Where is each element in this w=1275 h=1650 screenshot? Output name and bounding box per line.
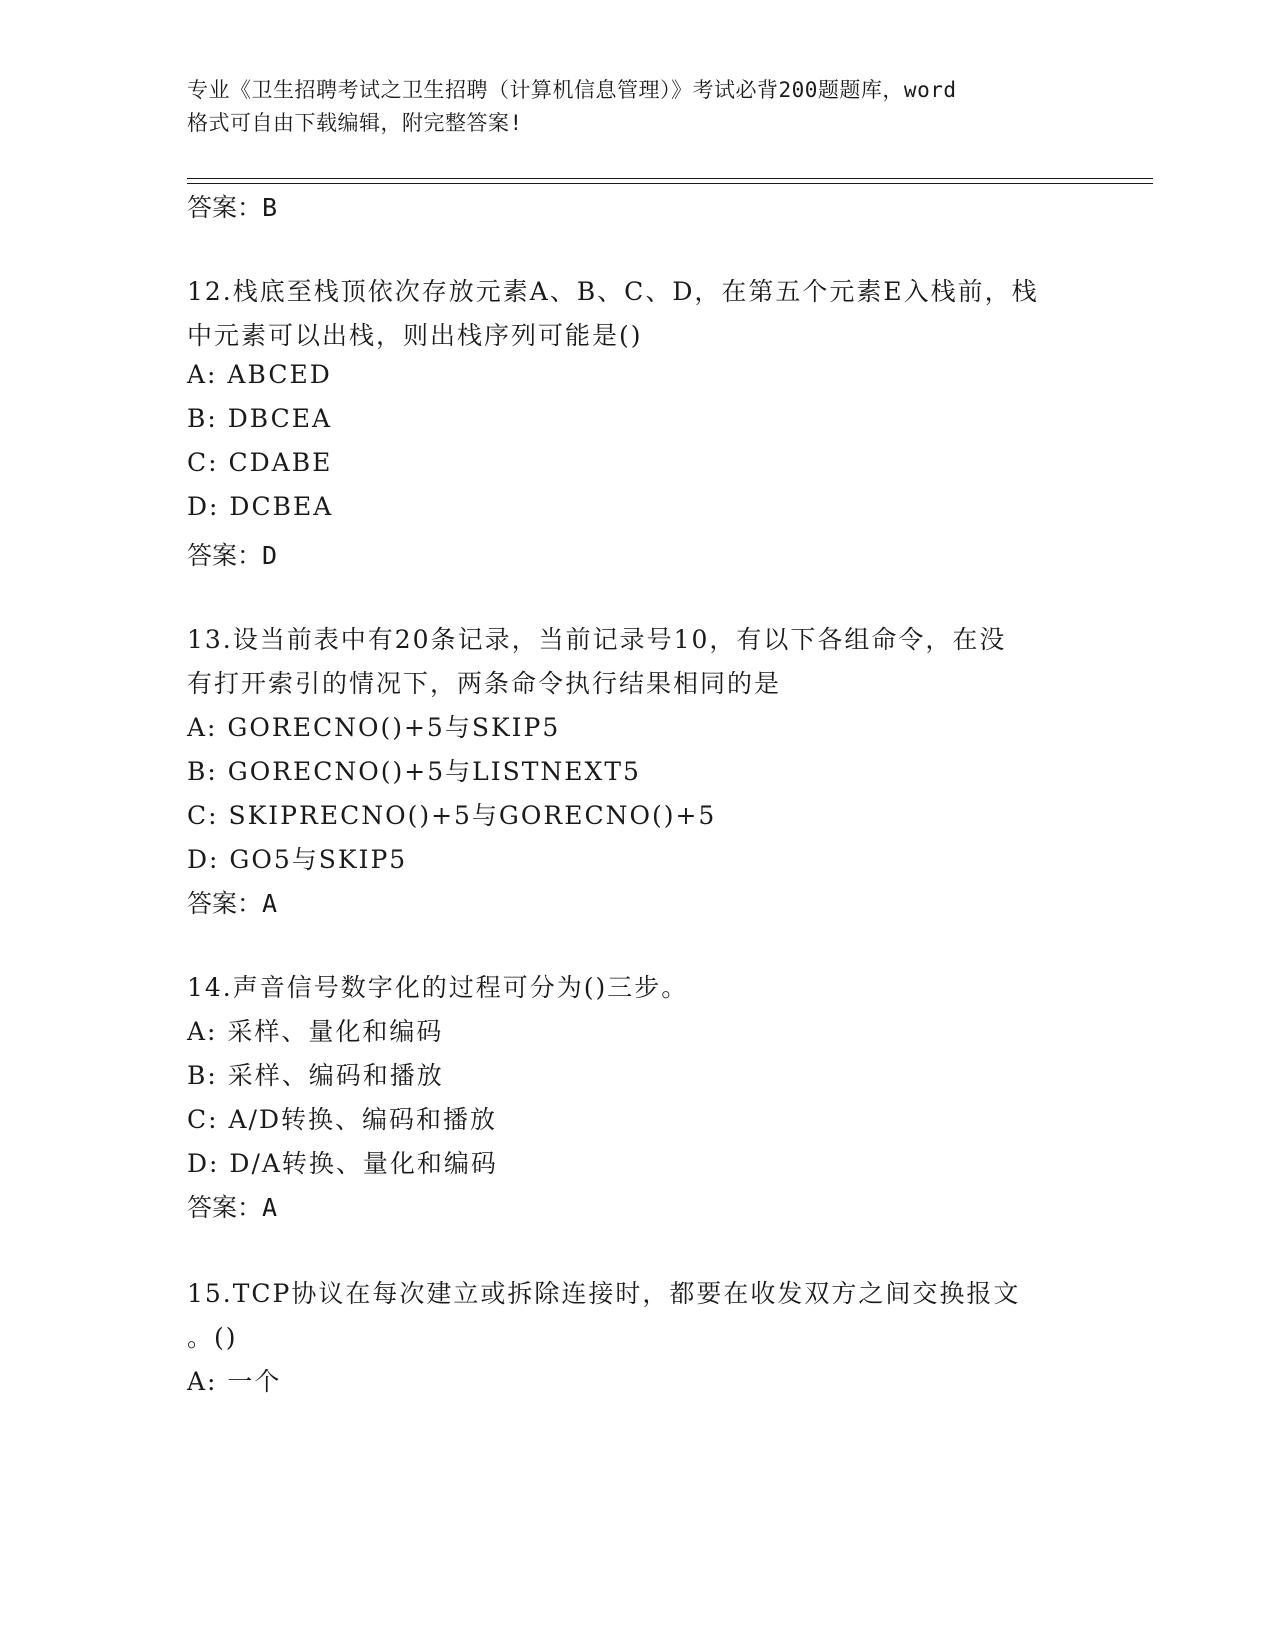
question-14-option-d: D: D/A转换、量化和编码 [187,1149,498,1178]
question-12-stem-line-2: 中元素可以出栈，则出栈序列可能是() [187,321,643,350]
question-14-option-c: C: A/D转换、编码和播放 [187,1105,498,1134]
header-divider-top [187,178,1153,179]
question-15-stem-line-1: 15.TCP协议在每次建立或拆除连接时，都要在收发双方之间交换报文 [187,1279,1021,1308]
question-13-option-d: D: GO5与SKIP5 [187,845,408,874]
question-14-option-b: B: 采样、编码和播放 [187,1061,444,1090]
header-divider-bottom [187,183,1153,184]
question-14-stem-line-1: 14.声音信号数字化的过程可分为()三步。 [187,973,689,1002]
question-13-option-c: C: SKIPRECNO()+5与GORECNO()+5 [187,801,717,830]
header-line-2: 格式可自由下载编辑，附完整答案! [187,111,523,135]
question-14-option-a: A: 采样、量化和编码 [187,1017,444,1046]
question-12-option-b: B: DBCEA [187,404,333,433]
header-line-1: 专业《卫生招聘考试之卫生招聘（计算机信息管理）》考试必背200题题库，word [187,78,957,102]
question-15-option-a: A: 一个 [187,1367,282,1396]
question-13-option-a: A: GORECNO()+5与SKIP5 [187,713,561,742]
question-14-answer: 答案：A [187,1193,278,1222]
question-12-option-d: D: DCBEA [187,492,334,521]
question-13-stem-line-2: 有打开索引的情况下，两条命令执行结果相同的是 [187,669,782,698]
question-13-answer: 答案：A [187,889,278,918]
previous-answer: 答案：B [187,193,278,222]
question-12-option-c: C: CDABE [187,448,333,477]
question-12-option-a: A: ABCED [187,360,332,389]
document-header [187,74,1087,140]
question-15-stem-line-2: 。() [187,1323,238,1352]
question-12-stem-line-1: 12.栈底至栈顶依次存放元素A、B、C、D，在第五个元素E入栈前，栈 [187,277,1039,306]
question-13-option-b: B: GORECNO()+5与LISTNEXT5 [187,757,641,786]
question-12-answer: 答案：D [187,541,278,570]
question-13-stem-line-1: 13.设当前表中有20条记录，当前记录号10，有以下各组命令，在没 [187,625,1007,654]
